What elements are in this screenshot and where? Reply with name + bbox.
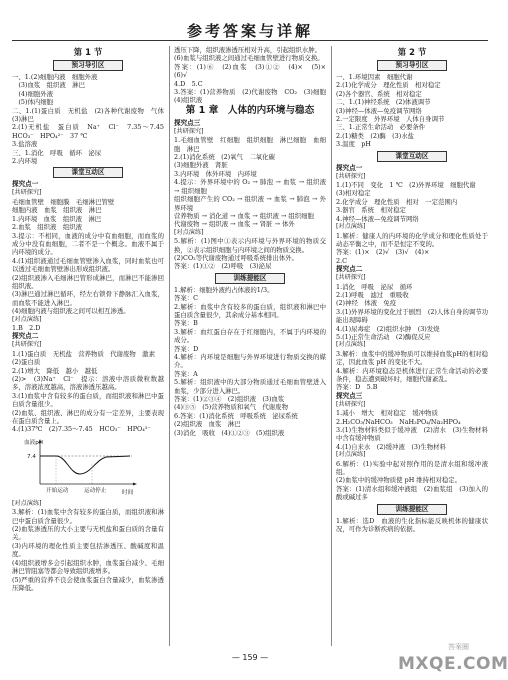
y-tick-label: 7.4	[27, 453, 36, 460]
answer-line: 4.解析：内环境稳态是机体进行正常生命活动的必要条件，稳态遭到破坏时，细胞代谢紊乱。	[336, 366, 488, 383]
training-box-label: 训练提能区	[215, 273, 285, 284]
preview-answers	[336, 73, 488, 149]
column-divider-left	[169, 46, 170, 646]
site-watermark	[388, 640, 508, 678]
drill-subheading: [对点演练]	[336, 341, 366, 349]
answer-line: (3)神经—体液—免疫调节网络	[336, 106, 422, 115]
answer-line: 答案：(1)⑥ (2)血浆 (3)①② (4)× (5)× (6)√	[174, 62, 333, 80]
drill-subheading: [对点演练]	[174, 228, 204, 236]
answer-line: 一、1.(2)细胞内液 细胞外液	[12, 73, 98, 81]
answer-line: 答案：B	[174, 319, 198, 328]
watermark-logo-text: MXQE.COM	[398, 654, 508, 674]
explore-heading: 探究点二	[336, 265, 363, 274]
answer-line: 3.解析：(1)血浆中含有较多的蛋白质，而组织液和淋巴中蛋白质含量很少。	[12, 508, 164, 525]
answer-line: 4.提示：外界环境中的 O₂ → 肺泡 → 血浆 → 组织液 → 组织细胞	[174, 178, 326, 195]
answer-line: 答案：(1)①② (2)呼吸 (3)泌尿	[174, 262, 272, 271]
ph-curve	[40, 456, 130, 474]
answer-line: (3)淋巴通过淋巴循环，经左右锁骨下静脉汇入血浆，而血浆不能进入淋巴。	[12, 290, 164, 307]
training-answers	[174, 286, 326, 437]
drill-subheading: [对点演练]	[336, 223, 366, 231]
answer-line: (2)血浆中的缓冲物质使 pH 维持相对稳定。	[336, 476, 462, 485]
x-label-end: 运动停止	[84, 487, 107, 494]
training-box-label: 训练提能区	[377, 504, 447, 515]
column-left	[12, 46, 171, 650]
answer-line: 5.解析：(1)图中①表示内环境与外界环境的物质交换，②表示组织细胞与内环境之间的物质交换。	[174, 237, 326, 254]
answer-line: (3)相对稳定	[336, 189, 371, 198]
answer-line: 4.(1)尿毒症 (2)组织水肿 (3)发烧	[336, 324, 440, 333]
answer-line: (2)> (3)Na⁺ Cl⁻ 提示：溶液中溶质微粒数越多，溶液浓度越高，溶液渗透压越高。	[12, 375, 164, 392]
explore-subheading: [共研探究]	[336, 400, 366, 408]
answer-line: 2.H₂CO₃/NaHCO₃ NaH₂PO₄/Na₂HPO₄	[336, 417, 461, 426]
explore-answers	[12, 198, 164, 316]
answer-line: 5.(1)正常生命活动 (2)酶促反应	[336, 332, 431, 341]
answer-line: 3.内环境 体外环境 内环境	[174, 169, 257, 178]
answer-line: 答案：(1)②③④ (2)组织液 (3)血浆	[174, 395, 285, 404]
answer-line: 代谢废物 → 组织液 → 血浆 → 肾脏 → 体外	[174, 220, 295, 229]
explore-answers	[12, 350, 164, 434]
answer-line: 6.解析：(1)实验中起对照作用的是清水组和缓冲液组。	[336, 459, 488, 477]
answer-line: 三、1.消化 呼吸 循环 泌尿	[12, 148, 102, 157]
explore-subheading: [共研探究]	[174, 127, 204, 135]
explore-answers	[174, 136, 326, 178]
column-middle	[174, 46, 333, 650]
answer-line: 3.(1)生物材料类似于缓冲液 (2)清水 (3)生物材料中含有缓冲物质	[336, 426, 488, 443]
explore-subheading: [共研探究]	[336, 274, 366, 282]
explore-answers	[336, 181, 488, 223]
x-axis-arrow	[133, 482, 137, 485]
answer-line: 二、1.(1)神经系统 (2)体液调节	[336, 98, 431, 107]
column-right	[336, 46, 488, 650]
answer-line: 2.血浆 组织液 组织液	[12, 223, 83, 232]
answer-line: 答案：D 5.B	[336, 383, 378, 392]
answer-line: (2)血浆、组织液、淋巴的成分有一定差异，主要表现在蛋白质含量上。	[12, 408, 164, 426]
answer-line: 4.(1)组织液通过毛细血管壁渗入血浆，同时血浆也可以透过毛细血管壁渗出形成组织液。	[12, 256, 164, 274]
answer-line: (3)内环境的理化性质主要包括渗透压、酸碱度和温度。	[12, 541, 164, 559]
watermark-small-text: 答案圈	[448, 643, 469, 651]
answer-line: 3.(1)外界环境的变化过于剧烈 (2)人体自身的调节功能出现障碍	[336, 307, 489, 325]
answer-line: (3)血浆 组织液 淋巴	[12, 81, 85, 90]
answer-line: (4)③⑤ (5)营养物质和氧气 代谢废物	[174, 403, 288, 412]
answer-line: (5)体内细胞	[12, 98, 54, 107]
answer-line: 1.毛细血管壁 红细胞 组织细胞 淋巴细胞 血细胞 淋巴	[174, 136, 326, 153]
explore-answers	[336, 409, 488, 451]
answer-line: 4.神经—体液—免疫调节网络	[336, 214, 419, 223]
column-divider-right	[331, 46, 332, 646]
explore-subheading: [共研探究]	[336, 172, 366, 180]
answer-line: 答案：D	[174, 344, 199, 353]
x-label-start: 开始运动	[46, 487, 69, 494]
explore-subheading: [共研探究]	[12, 341, 42, 349]
answer-line: 1.内环境 血浆 组织液 淋巴	[12, 214, 102, 223]
answer-line: 答案：C	[174, 294, 199, 303]
section-title: 第 1 节	[73, 47, 103, 57]
explore-heading: 探究点二	[12, 332, 39, 341]
answer-line: (4)组织液增多会引起组织水肿，血浆蛋白减少、毛细淋巴管阻塞等都会导致组织液增多。	[12, 558, 164, 576]
drill-answers	[336, 232, 488, 266]
answer-line: 3.器官 系统 相对稳定	[336, 206, 407, 215]
answer-line: 2.(1)增大 降低 越小 越低	[12, 366, 98, 375]
answer-line: 2.(1)糖类 (2)酶 (3)水盐	[336, 131, 414, 140]
answer-line: 3.温度 pH	[336, 140, 371, 149]
page-title: 参考答案与详解	[186, 22, 313, 40]
drill-answers	[174, 237, 326, 271]
answer-line: 1.(1)蛋白质 无机盐 营养物质 代谢废物 激素	[12, 349, 155, 358]
answer-line: 毛细血管壁 细胞膜 毛细淋巴管壁	[12, 197, 115, 206]
answer-line: 营养物质 → 消化道 → 血浆 → 组织液 → 组织细胞	[174, 211, 314, 220]
answer-line: 三、1.正常生命活动 必要条件	[336, 123, 426, 132]
answer-line: 6.答案：(1)消化系统 呼吸系统 泌尿系统	[174, 411, 298, 420]
answer-line: 2.(1)化学成分 理化性质 相对稳定	[336, 81, 441, 90]
answer-line: 透压下降，组织液渗透压相对升高，引起组织水肿。	[174, 46, 321, 54]
answer-line: 4.(1)自来水 (2)缓冲液 (3)生物材料	[336, 442, 446, 451]
answer-line: 二、1.(1)蛋白质 无机盐 (2)各种代谢废物 气体 (3)淋巴	[12, 106, 171, 124]
drill-subheading: [对点演练]	[336, 451, 366, 459]
title-divider	[12, 40, 488, 41]
explore-subheading: [共研探究]	[12, 189, 42, 197]
explore-answers	[336, 283, 488, 342]
answer-line: 2.内环境	[12, 157, 38, 166]
answer-line: (2)CO₂等代谢废物通过呼吸系统排出体外。	[174, 253, 298, 262]
answer-line: 答案：(1)× (2)√ (3)√ (4)×	[336, 248, 430, 257]
answer-line: 答案：A	[174, 369, 198, 378]
answer-line: 2.(1)消化系统 (2)氧气 二氧化碳	[174, 153, 275, 162]
answer-line: (2)神经 体液 免疫	[336, 299, 397, 308]
answer-line: 细胞内液 血浆 组织液 淋巴	[12, 206, 102, 215]
explore-heading: 探究点一	[336, 163, 363, 172]
preview-box-label: 预习导引区	[53, 60, 123, 71]
answer-line: 4.D 5.C	[174, 79, 203, 88]
answer-line: 3.解析：血浆中的缓冲物质可以维持血浆pH的相对稳定，因此血浆 pH 的变化不大。	[336, 349, 488, 367]
section-title: 第 2 节	[397, 47, 427, 57]
answer-line: (6)血浆与组织液之间通过毛细血管壁进行物质交换。	[174, 54, 324, 63]
drill-answers	[12, 508, 164, 592]
answer-line: 2.一定限度 外界环境 人体自身调节	[336, 115, 445, 124]
answer-line: 1.(1)不同 变化 1 ℃ (2)外界环境 细胞代谢	[336, 181, 476, 190]
class-box-label: 课堂互动区	[377, 151, 447, 162]
answer-line: 1.减小 增大 相对稳定 缓冲物质	[336, 409, 438, 418]
answer-line: 组织细胞产生的 CO₂ → 组织液 → 血浆 → 肺泡 → 外界环境	[174, 195, 326, 212]
answer-line: 2.化学成分 理化性质 相对 一定范围内	[336, 197, 458, 206]
answer-line: 2.C	[336, 256, 347, 265]
answer-line: 2.(1)呼吸 滤过 重吸收	[336, 290, 409, 299]
answer-line: 1.解析：细胞外液约占体液的1/3。	[174, 285, 274, 294]
continued-answers	[174, 46, 333, 105]
x-axis-label: 时间	[122, 489, 134, 496]
answer-line: 3.盐溶液	[12, 140, 38, 149]
answer-line: 3.解析：血红蛋白存在于红细胞内，不属于内环境的成分。	[174, 327, 326, 345]
answer-line: (3)消化 吸收 (4)①②③ (5)组织液	[174, 428, 285, 437]
answer-line: 2.解析：血浆中含有较多的蛋白质，组织液和淋巴中蛋白质含量很少，其余成分基本相同。	[174, 302, 326, 319]
answer-line: 答案：(1)清水组和缓冲液组 (2)血浆组 (3)加入的酸或碱过多	[336, 484, 488, 502]
answer-line: (3)细胞外液 肾脏	[174, 161, 228, 170]
class-box-label: 课堂互动区	[53, 167, 123, 178]
answer-line: (4)细胞内液与组织液之间可以相互渗透。	[12, 307, 130, 316]
explore-heading: 探究点三	[174, 118, 201, 127]
answer-line: (4)细胞外液	[12, 89, 54, 98]
training-answers	[336, 517, 488, 534]
answer-line: 3.(1)血浆中含有较多的蛋白质，而组织液和淋巴中蛋白质含量很少。	[12, 391, 164, 409]
answer-line: 1.解析：健康人的内环境的化学成分和理化性质处于动态平衡之中，而不是恒定不变的。	[336, 231, 488, 248]
answer-line: 2.(1)无机盐 蛋白质 Na⁺ Cl⁻ 7.35～7.45 HCO₃⁻ HPO₄²⁻ 37 ℃	[12, 123, 171, 140]
explore-heading: 探究点一	[12, 180, 39, 189]
answer-line: (2)各个器官、系统 相对稳定	[336, 89, 422, 98]
answer-line: (2)蛋白质	[12, 358, 41, 367]
answer-line: (2)组织液 血浆 淋巴	[174, 420, 241, 429]
answer-line: 4.(1)37℃ (2)7.35～7.45 HCO₃⁻ HPO₄²⁻	[12, 425, 151, 434]
y-axis-label: 血液pH	[24, 439, 43, 446]
answer-line: 5.解析：组织液中的大部分物质通过毛细血管壁进入血浆，少部分进入淋巴。	[174, 378, 326, 395]
ph-line-chart	[22, 436, 142, 498]
answer-line: (2)组织液渗入毛细淋巴管形成淋巴，而淋巴不能渗回组织液。	[12, 273, 164, 290]
preview-answers	[12, 73, 171, 166]
answer-line: (2)血浆渗透压的大小主要与无机盐和蛋白质的含量有关。	[12, 525, 164, 542]
preview-box-label: 预习导引区	[377, 60, 447, 71]
drill-subheading: [对点演练]	[12, 315, 42, 323]
chapter-title: 第 1 章 人体的内环境与稳态	[185, 104, 315, 116]
answer-line: 3.答案：(1)营养物质 (2)代谢废物 CO₂ (3)细胞 (4)组织液	[174, 88, 333, 105]
answer-line: 1.消化 呼吸 泌尿 循环	[336, 282, 413, 291]
drill-subheading: [对点演练]	[12, 499, 42, 507]
explore-heading: 探究点三	[336, 391, 363, 400]
answer-line: 4.解析：内环境是细胞与外界环境进行物质交换的媒介。	[174, 353, 326, 370]
drill-answers	[336, 350, 488, 392]
answer-line: 1.解析：选D 血液的生化指标能反映机体的健康状况，可作为诊断疾病的依据。	[336, 516, 488, 534]
answer-line: 3.提示：不相同，血液的成分中有血细胞，而血浆的成分中没有血细胞，二者不是一个概念。血液不属于内环境的成分。	[12, 231, 164, 257]
drill-answers	[336, 460, 488, 502]
exchange-flow-text	[174, 178, 326, 228]
drill-answers: 1.B 2.D	[12, 323, 41, 332]
page-number: — 159 —	[231, 653, 269, 662]
answer-line: 一、1.环境因素 细胞代谢	[336, 73, 413, 81]
answer-line: (5)严重的营养不良会使血浆蛋白含量减少，血浆渗透压降低。	[12, 575, 164, 592]
